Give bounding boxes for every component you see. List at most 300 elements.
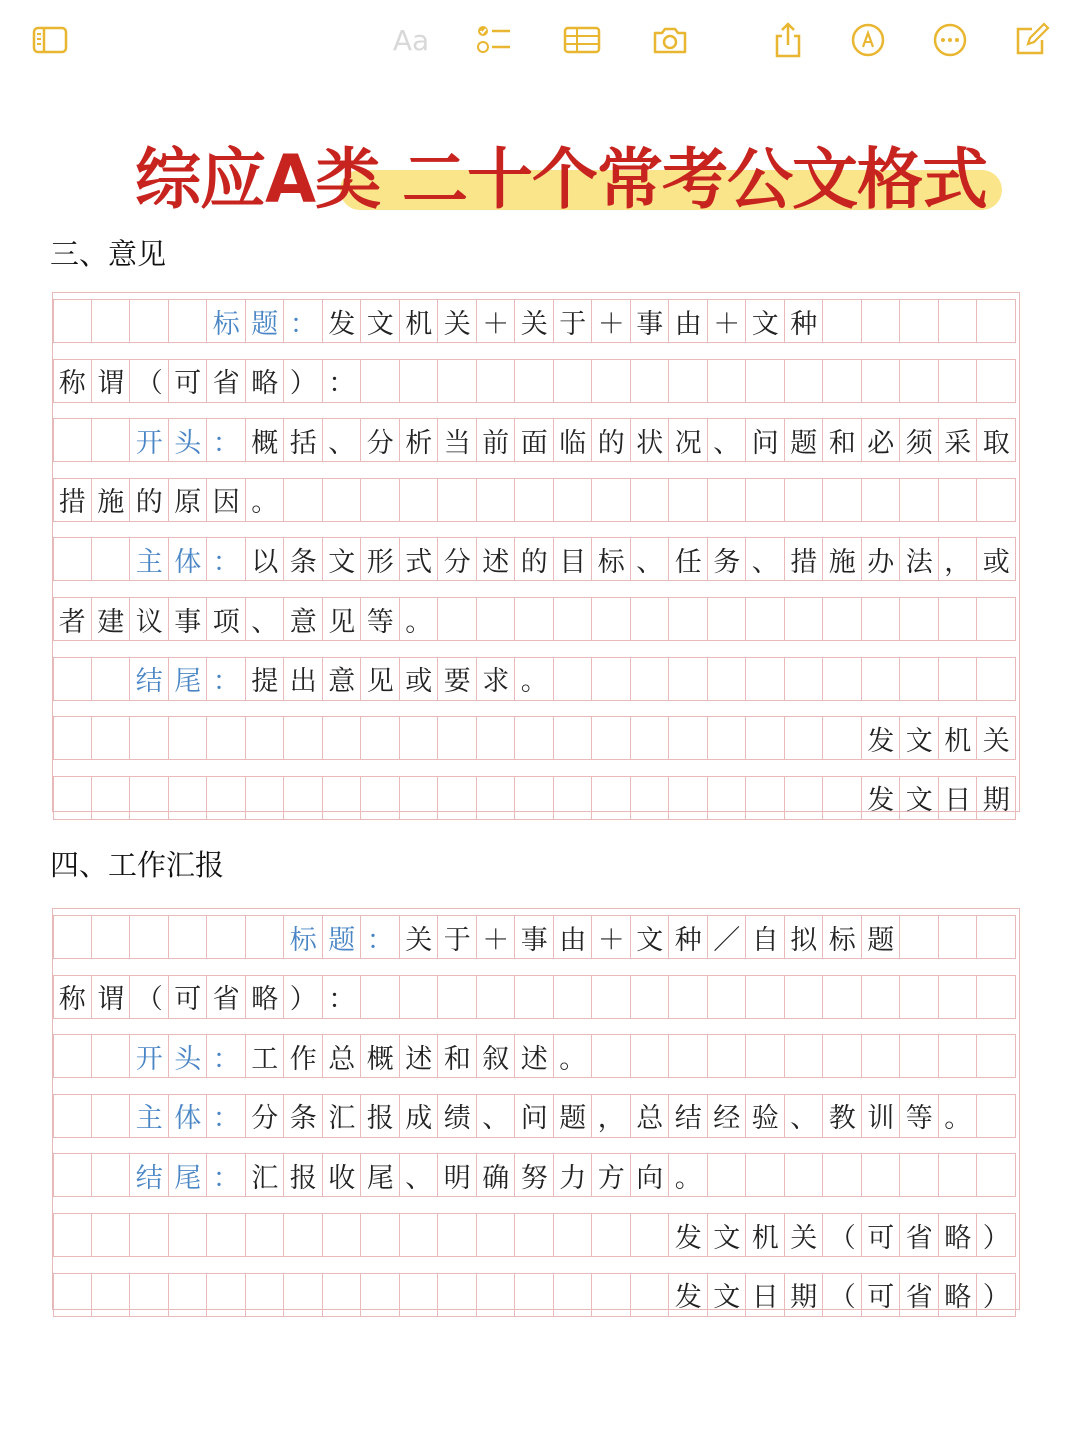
field-content-char: 前 — [482, 427, 510, 459]
grid-cell — [438, 597, 477, 641]
grid-cell — [785, 975, 824, 1019]
field-content-char: 题 — [559, 1103, 587, 1135]
field-content-char: 条 — [289, 546, 317, 578]
field-content-char: 等 — [905, 1103, 933, 1135]
grid-cell — [669, 478, 708, 522]
grid-cell — [361, 776, 400, 820]
field-content-char: （ — [135, 368, 163, 400]
field-content-char: 状 — [636, 427, 664, 459]
field-content-char: 教 — [828, 1103, 856, 1135]
grid-cell — [900, 299, 939, 343]
field-content-char: ） — [289, 368, 317, 400]
field-content-char: ＋ — [482, 308, 510, 340]
field-content-char: 关 — [520, 308, 548, 340]
field-content-char: 汇 — [328, 1103, 356, 1135]
field-content-char: 由 — [674, 308, 702, 340]
grid-cell — [477, 1273, 516, 1317]
grid-cell — [746, 657, 785, 701]
grid-cell — [477, 716, 516, 760]
field-label-char: 开 — [135, 427, 163, 459]
grid-cell — [631, 657, 670, 701]
grid-cell — [284, 1273, 323, 1317]
field-content-char: 要 — [443, 666, 471, 698]
grid-cell — [53, 418, 92, 462]
grid-cell — [592, 1273, 631, 1317]
field-content-char: 叙 — [482, 1043, 510, 1075]
grid-cell — [53, 1034, 92, 1078]
grid-cell — [207, 716, 246, 760]
grid-cell — [592, 716, 631, 760]
field-content-char: 意 — [289, 606, 317, 638]
grid-cell — [785, 1034, 824, 1078]
grid-cell — [862, 1153, 901, 1197]
field-content-char: 等 — [366, 606, 394, 638]
field-content-char: 尾 — [366, 1162, 394, 1194]
grid-cell — [169, 299, 208, 343]
field-content-char: 标 — [597, 546, 625, 578]
field-content-char: 谓 — [97, 984, 125, 1016]
field-content-char: 、 — [482, 1103, 510, 1135]
grid-cell — [400, 1213, 439, 1257]
field-content-char: 于 — [443, 924, 471, 956]
field-content-char: 省 — [905, 1222, 933, 1254]
grid-cell — [823, 716, 862, 760]
field-content-char: 省 — [212, 984, 240, 1016]
field-content-char: 验 — [751, 1103, 779, 1135]
grid-cell — [592, 359, 631, 403]
grid-cell — [708, 359, 747, 403]
grid-cell — [592, 1213, 631, 1257]
grid-cell — [785, 478, 824, 522]
field-label-char: ： — [212, 1162, 240, 1194]
field-content-char: 概 — [366, 1043, 394, 1075]
grid-cell — [631, 597, 670, 641]
field-content-char: 方 — [597, 1162, 625, 1194]
field-content-char: 。 — [674, 1162, 702, 1194]
grid-cell — [785, 657, 824, 701]
field-content-char: 、 — [328, 427, 356, 459]
field-content-char: 述 — [405, 1043, 433, 1075]
table-icon[interactable] — [562, 20, 602, 60]
note-title-block — [0, 120, 1080, 230]
grid-cell — [746, 1153, 785, 1197]
field-content-char: 事 — [520, 924, 548, 956]
grid-cell — [438, 359, 477, 403]
field-content-char: 于 — [559, 308, 587, 340]
field-content-char: 向 — [636, 1162, 664, 1194]
field-content-char: 称 — [58, 368, 86, 400]
field-content-char: 分 — [251, 1103, 279, 1135]
grid-cell — [823, 975, 862, 1019]
grid-cell — [939, 657, 978, 701]
field-content-char: 总 — [328, 1043, 356, 1075]
grid-row — [53, 1034, 1019, 1078]
field-content-char: 期 — [790, 1282, 818, 1314]
grid-cell — [977, 1034, 1016, 1078]
grid-row — [53, 478, 1019, 522]
grid-cell — [284, 716, 323, 760]
grid-cell — [477, 478, 516, 522]
grid-row — [53, 975, 1019, 1019]
field-content-char: 须 — [905, 427, 933, 459]
share-icon[interactable] — [768, 20, 808, 60]
grid-cell — [708, 657, 747, 701]
field-content-char: ＋ — [597, 308, 625, 340]
grid-row — [53, 716, 1019, 760]
field-content-char: 由 — [559, 924, 587, 956]
field-content-char: 分 — [443, 546, 471, 578]
field-content-char: 经 — [713, 1103, 741, 1135]
field-content-char: 任 — [674, 546, 702, 578]
grid-cell — [631, 1034, 670, 1078]
grid-cell — [708, 975, 747, 1019]
grid-cell — [438, 478, 477, 522]
grid-cell — [92, 1273, 131, 1317]
field-content-char: 略 — [251, 368, 279, 400]
field-content-char: 工 — [251, 1043, 279, 1075]
grid-cell — [400, 716, 439, 760]
grid-cell — [477, 1213, 516, 1257]
grid-cell — [169, 1213, 208, 1257]
field-content-char: 题 — [790, 427, 818, 459]
grid-cell — [323, 1213, 362, 1257]
field-content-char: 务 — [713, 546, 741, 578]
field-content-char: 略 — [944, 1222, 972, 1254]
grid-cell — [746, 1034, 785, 1078]
grid-cell — [207, 1273, 246, 1317]
field-content-char: 种 — [790, 308, 818, 340]
grid-cell — [361, 1273, 400, 1317]
field-label-char: ： — [366, 924, 394, 956]
field-content-char: ： — [328, 984, 356, 1016]
grid-cell — [323, 776, 362, 820]
field-content-char: 条 — [289, 1103, 317, 1135]
grid-cell — [477, 975, 516, 1019]
field-content-char: ） — [289, 984, 317, 1016]
grid-cell — [977, 657, 1016, 701]
checklist-icon[interactable] — [474, 20, 514, 60]
grid-cell — [554, 597, 593, 641]
grid-cell — [862, 975, 901, 1019]
grid-cell — [862, 299, 901, 343]
field-content-char: ） — [982, 1282, 1010, 1314]
field-content-char: 报 — [289, 1162, 317, 1194]
grid-cell — [785, 1153, 824, 1197]
grid-row — [53, 597, 1019, 641]
grid-cell — [130, 1273, 169, 1317]
grid-cell — [592, 1034, 631, 1078]
field-content-char: 事 — [174, 606, 202, 638]
field-content-char: ， — [597, 1103, 625, 1135]
grid-row — [53, 776, 1019, 820]
sidebar-icon[interactable] — [30, 20, 70, 60]
field-content-char: 问 — [751, 427, 779, 459]
grid-cell — [631, 975, 670, 1019]
grid-cell — [169, 915, 208, 959]
field-content-char: 发 — [674, 1282, 702, 1314]
field-content-char: 、 — [251, 606, 279, 638]
grid-cell — [92, 418, 131, 462]
field-content-char: 式 — [405, 546, 433, 578]
grid-cell — [246, 1273, 285, 1317]
grid-cell — [438, 1213, 477, 1257]
grid-cell — [746, 359, 785, 403]
grid-cell — [785, 716, 824, 760]
grid-cell — [92, 1094, 131, 1138]
grid-cell — [977, 1094, 1016, 1138]
field-content-char: 收 — [328, 1162, 356, 1194]
field-content-char: 努 — [520, 1162, 548, 1194]
grid-cell — [515, 1213, 554, 1257]
grid-cell — [746, 597, 785, 641]
grid-row — [53, 915, 1019, 959]
field-content-char: 当 — [443, 427, 471, 459]
grid-cell — [92, 915, 131, 959]
grid-cell — [554, 359, 593, 403]
field-content-char: 拟 — [790, 924, 818, 956]
field-label-char: ： — [289, 308, 317, 340]
field-label-char: ： — [212, 666, 240, 698]
field-content-char: 、 — [636, 546, 664, 578]
grid-cell — [862, 478, 901, 522]
grid-cell — [130, 716, 169, 760]
field-content-char: 文 — [905, 725, 933, 757]
grid-cell — [130, 1213, 169, 1257]
field-content-char: ） — [982, 1222, 1010, 1254]
field-content-char: 总 — [636, 1103, 664, 1135]
grid-cell — [592, 975, 631, 1019]
field-content-char: 发 — [867, 785, 895, 817]
field-content-char: 关 — [982, 725, 1010, 757]
grid-cell — [53, 1153, 92, 1197]
grid-cell — [592, 597, 631, 641]
grid-cell — [939, 1034, 978, 1078]
field-label-char: 开 — [135, 1043, 163, 1075]
field-label-char: 尾 — [174, 1162, 202, 1194]
field-content-char: 、 — [405, 1162, 433, 1194]
field-content-char: 因 — [212, 487, 240, 519]
grid-cell — [823, 359, 862, 403]
field-content-char: 况 — [674, 427, 702, 459]
section-heading-work-report: 四、工作汇报 — [50, 848, 225, 882]
grid-cell — [169, 776, 208, 820]
grid-cell — [631, 1213, 670, 1257]
grid-cell — [53, 1273, 92, 1317]
grid-cell — [400, 975, 439, 1019]
field-content-char: ＋ — [482, 924, 510, 956]
grid-cell — [361, 975, 400, 1019]
field-content-char: 、 — [713, 427, 741, 459]
grid-cell — [92, 1153, 131, 1197]
grid-cell — [900, 1034, 939, 1078]
grid-cell — [438, 1273, 477, 1317]
grid-cell — [746, 776, 785, 820]
notes-toolbar — [0, 0, 1080, 84]
grid-cell — [977, 1153, 1016, 1197]
grid-cell — [592, 657, 631, 701]
grid-cell — [53, 1213, 92, 1257]
grid-cell — [554, 716, 593, 760]
grid-cell — [900, 657, 939, 701]
grid-cell — [631, 716, 670, 760]
grid-cell — [823, 776, 862, 820]
grid-cell — [169, 1273, 208, 1317]
field-content-char: 机 — [944, 725, 972, 757]
field-content-char: 省 — [212, 368, 240, 400]
field-content-char: 关 — [443, 308, 471, 340]
grid-cell — [515, 1273, 554, 1317]
field-content-char: 发 — [328, 308, 356, 340]
field-content-char: 力 — [559, 1162, 587, 1194]
grid-row — [53, 359, 1019, 403]
field-content-char: 关 — [790, 1222, 818, 1254]
grid-cell — [977, 359, 1016, 403]
field-label-char: ： — [212, 1043, 240, 1075]
field-content-char: 见 — [328, 606, 356, 638]
grid-cell — [669, 1034, 708, 1078]
field-content-char: 训 — [867, 1103, 895, 1135]
more-icon[interactable] — [930, 20, 970, 60]
grid-row — [53, 1273, 1019, 1317]
field-content-char: 或 — [405, 666, 433, 698]
grid-cell — [438, 975, 477, 1019]
field-content-char: 。 — [520, 666, 548, 698]
grid-cell — [515, 716, 554, 760]
field-content-char: 取 — [982, 427, 1010, 459]
field-content-char: 关 — [405, 924, 433, 956]
field-content-char: 。 — [251, 487, 279, 519]
field-content-char: 议 — [135, 606, 163, 638]
field-content-char: 出 — [289, 666, 317, 698]
grid-cell — [246, 1213, 285, 1257]
grid-cell — [130, 776, 169, 820]
grid-cell — [53, 915, 92, 959]
field-label-char: 标 — [212, 308, 240, 340]
field-content-char: 省 — [905, 1282, 933, 1314]
grid-cell — [708, 1034, 747, 1078]
field-content-char: 的 — [135, 487, 163, 519]
field-content-char: 施 — [97, 487, 125, 519]
grid-cell — [823, 1034, 862, 1078]
field-content-char: ＋ — [713, 308, 741, 340]
field-label-char: 主 — [135, 1103, 163, 1135]
grid-cell — [323, 478, 362, 522]
field-content-char: 可 — [867, 1282, 895, 1314]
grid-cell — [92, 537, 131, 581]
compose-icon[interactable] — [1012, 20, 1052, 60]
grid-cell — [746, 478, 785, 522]
grid-cell — [631, 1273, 670, 1317]
grid-cell — [977, 915, 1016, 959]
grid-cell — [708, 716, 747, 760]
grid-cell — [669, 657, 708, 701]
field-content-char: 文 — [905, 785, 933, 817]
grid-cell — [631, 776, 670, 820]
work-report-format-grid — [52, 908, 1020, 1314]
grid-cell — [708, 776, 747, 820]
grid-row — [53, 657, 1019, 701]
grid-cell — [900, 1153, 939, 1197]
field-content-char: 成 — [405, 1103, 433, 1135]
grid-cell — [246, 915, 285, 959]
grid-cell — [477, 359, 516, 403]
field-content-char: ／ — [713, 924, 741, 956]
grid-cell — [746, 716, 785, 760]
field-content-char: 概 — [251, 427, 279, 459]
field-content-char: 的 — [520, 546, 548, 578]
grid-cell — [669, 975, 708, 1019]
grid-cell — [977, 975, 1016, 1019]
grid-cell — [246, 776, 285, 820]
field-content-char: 问 — [520, 1103, 548, 1135]
grid-cell — [53, 1094, 92, 1138]
grid-cell — [92, 1213, 131, 1257]
camera-icon[interactable] — [650, 20, 690, 60]
grid-cell — [284, 776, 323, 820]
field-content-char: 提 — [251, 666, 279, 698]
grid-cell — [207, 915, 246, 959]
field-label-char: 尾 — [174, 666, 202, 698]
field-content-char: 可 — [867, 1222, 895, 1254]
grid-cell — [92, 657, 131, 701]
grid-row — [53, 537, 1019, 581]
field-label-char: 结 — [135, 1162, 163, 1194]
grid-cell — [785, 597, 824, 641]
grid-cell — [53, 537, 92, 581]
field-content-char: 形 — [366, 546, 394, 578]
field-content-char: （ — [828, 1282, 856, 1314]
field-content-char: （ — [828, 1222, 856, 1254]
grid-cell — [823, 597, 862, 641]
grid-cell — [515, 975, 554, 1019]
field-content-char: 事 — [636, 308, 664, 340]
field-content-char: 日 — [751, 1282, 779, 1314]
field-content-char: 发 — [867, 725, 895, 757]
field-content-char: ＋ — [597, 924, 625, 956]
field-content-char: 。 — [405, 606, 433, 638]
grid-cell — [284, 478, 323, 522]
grid-cell — [515, 776, 554, 820]
grid-cell — [939, 478, 978, 522]
grid-cell — [53, 657, 92, 701]
grid-cell — [900, 597, 939, 641]
field-content-char: 报 — [366, 1103, 394, 1135]
grid-cell — [246, 716, 285, 760]
field-label-char: 头 — [174, 427, 202, 459]
field-content-char: 结 — [674, 1103, 702, 1135]
field-content-char: 可 — [174, 368, 202, 400]
grid-cell — [207, 1213, 246, 1257]
field-content-char: 略 — [251, 984, 279, 1016]
grid-cell — [631, 478, 670, 522]
grid-cell — [400, 478, 439, 522]
grid-cell — [207, 776, 246, 820]
grid-cell — [939, 359, 978, 403]
field-content-char: 。 — [559, 1043, 587, 1075]
field-content-char: 意 — [328, 666, 356, 698]
field-content-char: 文 — [713, 1282, 741, 1314]
field-content-char: 文 — [328, 546, 356, 578]
text-format-icon[interactable] — [388, 20, 434, 60]
field-content-char: 种 — [674, 924, 702, 956]
field-content-char: 、 — [751, 546, 779, 578]
field-content-char: 标 — [828, 924, 856, 956]
field-content-char: 见 — [366, 666, 394, 698]
grid-cell — [323, 1273, 362, 1317]
grid-cell — [785, 359, 824, 403]
grid-cell — [400, 776, 439, 820]
markup-icon[interactable] — [848, 20, 888, 60]
